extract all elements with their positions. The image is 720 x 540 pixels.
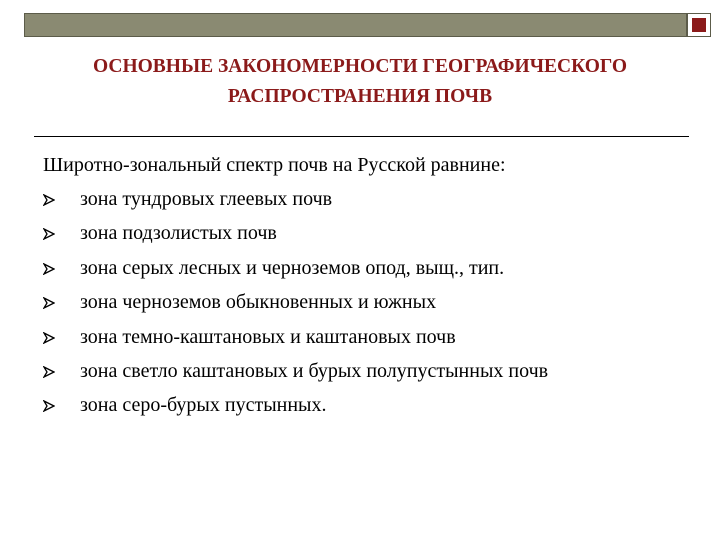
header-bar xyxy=(24,13,687,37)
corner-square-decoration xyxy=(687,13,711,37)
intro-text: Широтно-зональный спектр почв на Русской равнине: xyxy=(43,154,506,176)
zone-label: зона черноземов обыкновенных и южных xyxy=(80,291,437,314)
arrow-check-bullet-icon xyxy=(43,366,55,378)
slide-title xyxy=(24,52,696,112)
zone-label: зона светло каштановых и бурых полупустынных почв xyxy=(80,359,549,382)
corner-square-fill xyxy=(692,18,706,32)
zone-label: зона темно-каштановых и каштановых почв xyxy=(80,325,456,348)
slide-title-line-2: РАСПРОСТРАНЕНИЯ ПОЧВ xyxy=(227,86,493,107)
zone-label: зона подзолистых почв xyxy=(80,222,277,245)
zone-label: зона серо-бурых пустынных. xyxy=(80,394,327,417)
arrow-check-bullet-icon xyxy=(43,194,55,206)
title-divider xyxy=(34,136,689,137)
arrow-check-bullet-icon xyxy=(43,400,55,412)
arrow-check-bullet-icon xyxy=(43,332,55,344)
zone-label: зона тундровых глеевых почв xyxy=(80,188,333,210)
arrow-check-bullet-icon xyxy=(43,228,55,240)
arrow-check-bullet-icon xyxy=(43,297,55,309)
zone-label: зона серых лесных и черноземов опод, выщ., тип. xyxy=(80,256,505,279)
arrow-check-bullet-icon xyxy=(43,263,55,275)
slide-title-line-1: ОСНОВНЫЕ ЗАКОНОМЕРНОСТИ ГЕОГРАФИЧЕСКОГО xyxy=(92,56,628,77)
